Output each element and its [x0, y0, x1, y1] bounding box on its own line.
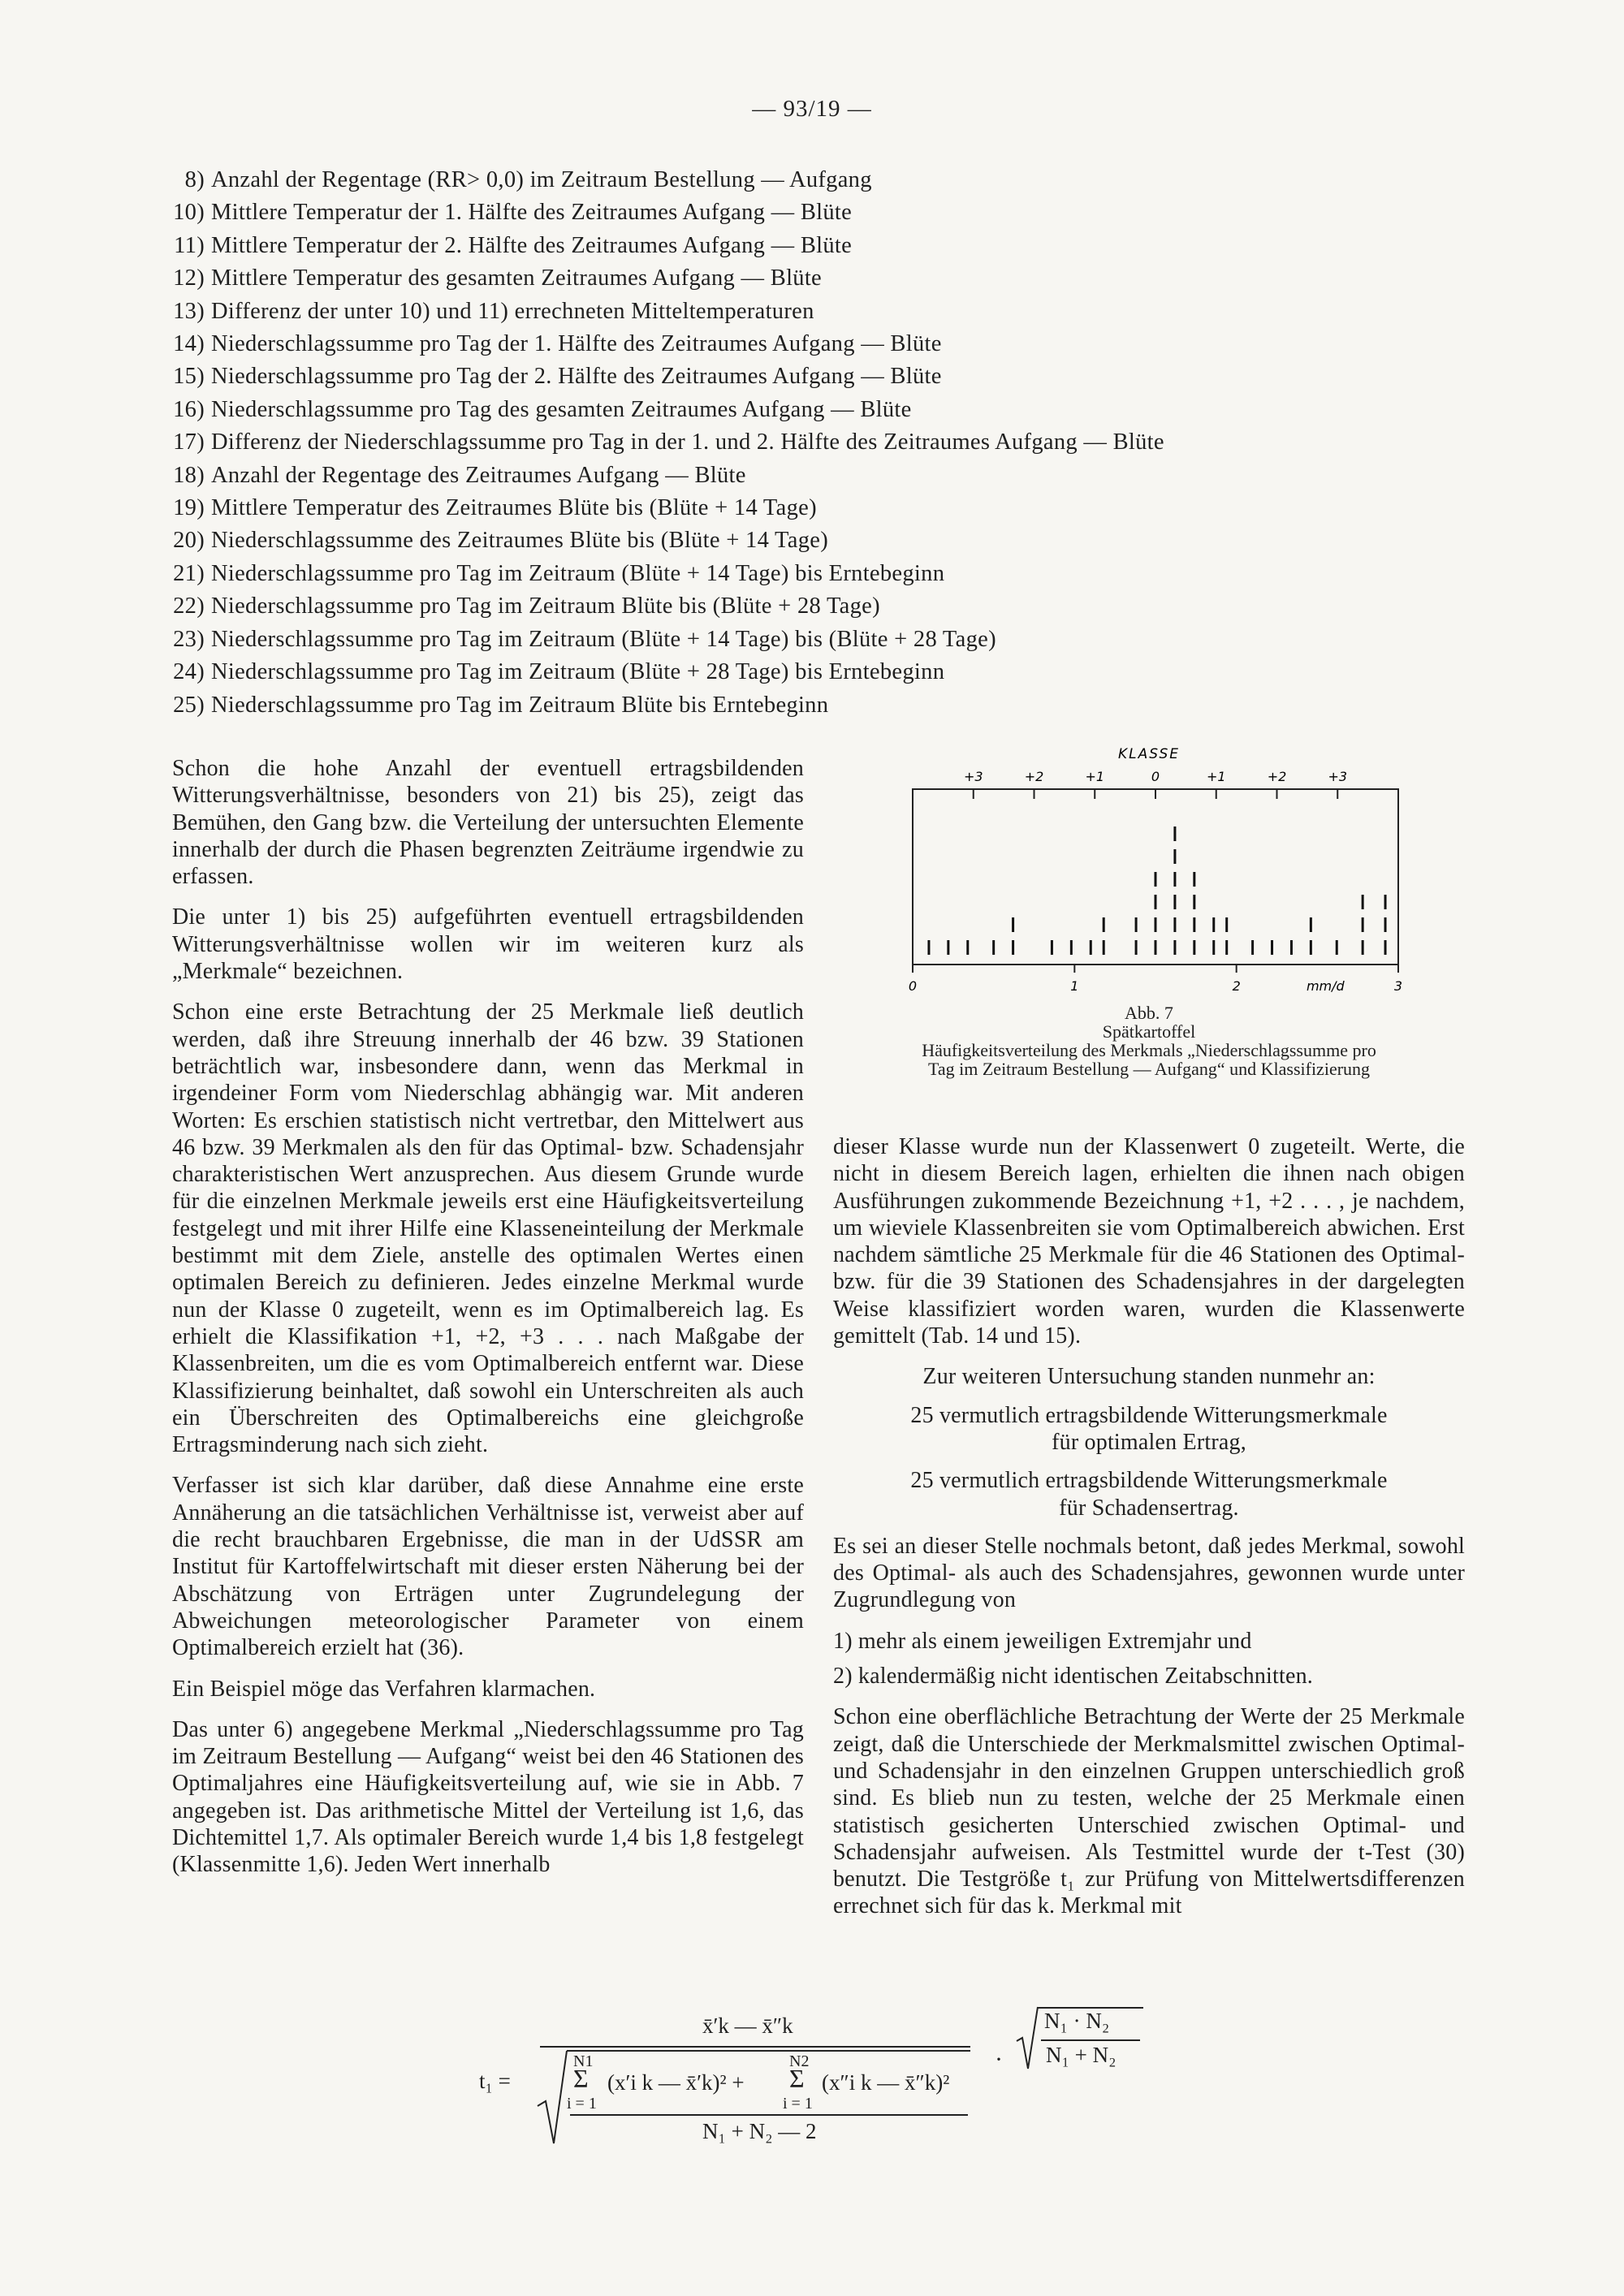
figure-abb-7	[833, 739, 1465, 1078]
x-tick-label: 3	[1393, 978, 1403, 994]
enumerated-item: 1) mehr als einem jeweiligen Extremjahr und	[833, 1628, 1252, 1654]
paragraph: Schon eine oberflächliche Betrachtung der Werte der 25 Merkmale zeigt, daß die Unterschiede der Merkmalsmittel zwischen Optimal- und Schadensjahr in den einzelnen Gruppen unterschiedlich groß sind. Es blieb nun zu testen, welche der 25 Merkmale einen statistisch gesicherten Unterschied zwischen Optimal- und Schadensjahr aufweisen. Als Testmittel wurde der t-Test (30) benutzt. Die Testgröße t₁ zur Prüfung von Mittelwertsdifferenzen errechnet sich für das k. Merkmal mit	[833, 1704, 1465, 1919]
class-label: +2	[1024, 769, 1044, 784]
bottom-axis	[909, 965, 1402, 994]
merkmal-list	[162, 164, 1494, 722]
caption-text: Häufigkeitsverteilung des Merkmals „Niederschlagssumme pro	[922, 1040, 1376, 1060]
list-item: 20) Niederschlagssumme des Zeitraumes Blüte bis (Blüte + 14 Tage)	[173, 528, 829, 554]
sum1-lower: i = 1	[567, 2095, 597, 2113]
list-item: 11) Mittlere Temperatur der 2. Hälfte des Zeitraumes Aufgang — Blüte	[174, 232, 853, 258]
sum2-sigma: Σ	[789, 2064, 805, 2093]
list-item: 8) Anzahl der Regentage (RR> 0,0) im Zeitraum Bestellung — Aufgang	[184, 167, 872, 192]
class-label: +1	[1206, 769, 1226, 784]
list-item: 19) Mittlere Temperatur des Zeitraumes Blüte bis (Blüte + 14 Tage)	[173, 495, 817, 521]
sum2-term: (x″i k — x̄″k)²	[822, 2070, 950, 2095]
bars	[929, 826, 1385, 955]
list-item: 13) Differenz der unter 10) und 11) errechneten Mitteltemperaturen	[173, 298, 814, 324]
list-item: 18) Anzahl der Regentage des Zeitraumes Aufgang — Blüte	[173, 462, 746, 488]
square-root-symbol	[536, 2049, 568, 2147]
sqrt-denominator: N₁ + N₂	[1046, 2043, 1116, 2067]
caption-title: Spätkartoffel	[1102, 1021, 1196, 1042]
sqrt-numerator: N₁ · N₂	[1044, 2009, 1110, 2033]
list-item: 12) Mittlere Temperatur des gesamten Zeitraumes Aufgang — Blüte	[173, 265, 823, 291]
x-tick-label: 0	[908, 978, 918, 994]
sum1-sigma: Σ	[573, 2064, 589, 2093]
paragraph: Die unter 1) bis 25) aufgeführten eventuell ertragsbildenden Witterungsverhältnisse wollen wir im weiteren kurz als „Merkmale“ bezeichnen.	[172, 904, 804, 985]
paragraph: Das unter 6) angegebene Merkmal „Niederschlagssumme pro Tag im Zeitraum Bestellung — Aufgang“ weist bei den 46 Stationen des Optimaljahres eine Häufigkeitsverteilung auf, wie sie in Abb. 7 angegeben ist. Das arithmetische Mittel der Verteilung ist 1,6, das Dichtemittel 1,7. Als optimaler Bereich wurde 1,4 bis 1,8 festgelegt (Klassenmitte 1,6). Jeden Wert innerhalb	[172, 1716, 804, 1878]
list-item: 10) Mittlere Temperatur der 1. Hälfte des Zeitraumes Aufgang — Blüte	[173, 200, 853, 226]
sum2-upper: N2	[789, 2052, 810, 2070]
list-item: 21) Niederschlagssumme pro Tag im Zeitraum (Blüte + 14 Tage) bis Erntebeginn	[173, 560, 945, 586]
right-column	[833, 1133, 1465, 1934]
class-label: +3	[963, 769, 983, 784]
class-label: +2	[1267, 769, 1287, 784]
multiplication-dot: ·	[995, 2046, 1003, 2073]
class-label: 0	[1151, 769, 1160, 784]
paragraph: Schon die hohe Anzahl der eventuell ertragsbildenden Witterungsverhältnisse, besonders von 21) bis 25), zeigt das Bemühen, den Gang bzw. die Verteilung der untersuchten Elemente innerhalb der durch die Phasen begrenzten Zeiträume irgendwie zu erfassen.	[172, 756, 804, 890]
sum1-upper: N1	[573, 2052, 594, 2070]
caption-label: Abb. 7	[1125, 1003, 1173, 1023]
sum2-lower: i = 1	[783, 2095, 813, 2113]
list-item: 17) Differenz der Niederschlagssumme pro Tag in der 1. und 2. Hälfte des Zeitraumes Aufgang — Blüte	[173, 429, 1164, 455]
centered-item: 25 vermutlich ertragsbildende Witterungsmerkmale für Schadensertrag.	[910, 1468, 1388, 1521]
paragraph: Zur weiteren Untersuchung standen nunmehr an:	[922, 1364, 1376, 1390]
list-item: 14) Niederschlagssumme pro Tag der 1. Hälfte des Zeitraumes Aufgang — Blüte	[173, 331, 942, 357]
histogram-chart	[833, 739, 1465, 999]
fraction-bar	[540, 2046, 970, 2048]
page-number: — 93/19 —	[752, 96, 872, 122]
square-root-symbol	[1015, 2005, 1039, 2070]
enumerated-item: 2) kalendermäßig nicht identischen Zeitabschnitten.	[833, 1664, 1314, 1690]
inner-fraction-bar	[570, 2114, 968, 2116]
left-column	[172, 755, 804, 1892]
centered-item: 25 vermutlich ertragsbildende Witterungsmerkmale für optimalen Ertrag,	[910, 1402, 1388, 1455]
paragraph: Es sei an dieser Stelle nochmals betont, daß jedes Merkmal, sowohl des Optimal- als auch des Schadensjahres, gewonnen wurde unter Zugrundlegung von	[833, 1533, 1465, 1613]
paragraph: dieser Klasse wurde nun der Klassenwert 0 zugeteilt. Werte, die nicht in diesem Bereich lagen, erhielten die ihnen nach obigen Ausführungen zukommende Bezeichnung +1, +2 . . . , je nachdem, um wieviele Klassenbreiten sie vom Optimalbereich abwichen. Erst nachdem sämtliche 25 Merkmale für die 46 Stationen des Optimal- bzw. für die 39 Stationen des Schadensjahres in der dargelegten Weise klassifiziert worden waren, wurden die Klassenwerte gemittelt (Tab. 14 und 15).	[833, 1134, 1465, 1349]
list-item: 24) Niederschlagssumme pro Tag im Zeitraum (Blüte + 28 Tage) bis Erntebeginn	[173, 659, 945, 685]
x-unit-label: mm/d	[1306, 978, 1345, 994]
class-label: +1	[1085, 769, 1105, 784]
paragraph: Ein Beispiel möge das Verfahren klarmachen.	[172, 1676, 596, 1702]
list-item: 22) Niederschlagssumme pro Tag im Zeitraum Blüte bis (Blüte + 28 Tage)	[173, 593, 880, 619]
class-label: +3	[1328, 769, 1348, 784]
top-axis	[964, 769, 1347, 799]
figure-caption	[833, 1003, 1465, 1078]
paragraph: Schon eine erste Betrachtung der 25 Merkmale ließ deutlich werden, daß ihre Streuung innerhalb der 46 bzw. 39 Stationen beträchtlich war, insbesondere dann, wenn das Merkmal in irgendeiner Form vom Niederschlag abhängig war. Mit anderen Worten: Es erschien statistisch nicht vertretbar, den Mittelwert aus 46 bzw. 39 Merkmalen als den für das Optimal- bzw. Schadensjahr charakteristischen Wert anzusprechen. Aus diesem Grunde wurde für die einzelnen Merkmale jeweils erst eine Häufigkeitsverteilung festgelegt und mit ihrer Hilfe eine Klasseneinteilung der Merkmale bestimmt mit dem Ziele, anstelle des optimalen Wertes einen optimalen Bereich zu definieren. Jedes einzelne Merkmal wurde nun der Klasse 0 zugeteilt, wenn es im Optimalbereich lag. Es erhielt die Klassifikation +1, +2, +3 . . . nach Maßgabe der Klassenbreiten, um die es vom Optimalbereich entfernt war. Diese Klassifizierung beinhaltet, daß sowohl ein Unterschreiten als auch ein Überschreiten des Optimalbereichs eine gleichgroße Ertragsminderung nach sich zieht.	[172, 999, 804, 1458]
list-item: 25) Niederschlagssumme pro Tag im Zeitraum Blüte bis Erntebeginn	[173, 692, 829, 718]
t-test-formula	[455, 2005, 1186, 2151]
sum1-term: (x′i k — x̄′k)² +	[607, 2070, 745, 2095]
list-item: 23) Niederschlagssumme pro Tag im Zeitraum (Blüte + 14 Tage) bis (Blüte + 28 Tage)	[173, 626, 996, 652]
list-item: 15) Niederschlagssumme pro Tag der 2. Hälfte des Zeitraumes Aufgang — Blüte	[173, 364, 942, 390]
caption-text: Tag im Zeitraum Bestellung — Aufgang“ und Klassifizierung	[927, 1059, 1371, 1079]
formula-numerator: x̄′k — x̄″k	[702, 2013, 793, 2038]
sqrt-bar	[567, 2050, 970, 2052]
inner-denominator: N₁ + N₂ — 2	[702, 2119, 817, 2143]
sqrt-fraction-bar	[1041, 2039, 1140, 2041]
x-tick-label: 2	[1232, 978, 1241, 994]
x-tick-label: 1	[1070, 978, 1079, 994]
formula-lhs: t₁ =	[479, 2069, 511, 2093]
chart-title: KLASSE	[1118, 746, 1180, 762]
list-item: 16) Niederschlagssumme pro Tag des gesamten Zeitraumes Aufgang — Blüte	[173, 396, 912, 422]
paragraph: Verfasser ist sich klar darüber, daß diese Annahme eine erste Annäherung an die tatsächlichen Verhältnisse ist, verweist aber auf die recht brauchbaren Ergebnisse, die man in der UdSSR am Institut für Kartoffelwirtschaft mit dieser ersten Näherung bei der Abschätzung von Erträgen unter Zugrundelegung der Abweichungen meteorologischer Parameter von einem Optimalbereich erzielt hat (36).	[172, 1473, 804, 1661]
